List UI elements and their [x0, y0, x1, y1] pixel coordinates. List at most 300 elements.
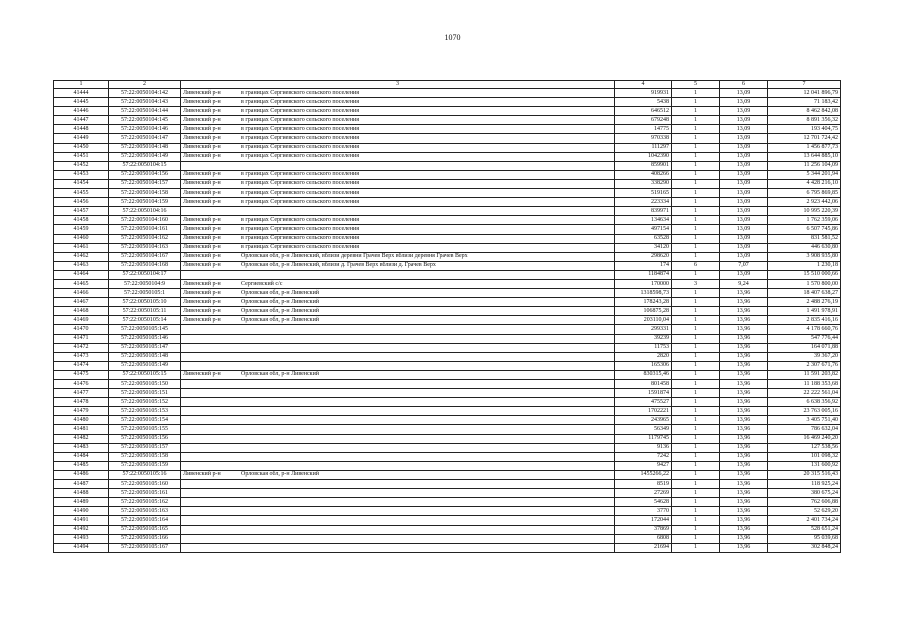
area-cell: 2820 — [615, 352, 672, 361]
address-cell — [181, 279, 615, 288]
row-number-cell: 41458 — [54, 216, 109, 225]
table-row — [54, 316, 841, 325]
row-number-cell: 41489 — [54, 498, 109, 507]
table-row — [54, 434, 841, 443]
cadastral-value-cell: 95 039,68 — [768, 534, 841, 543]
address-cell — [181, 434, 615, 443]
column-header: 3 — [181, 81, 615, 89]
cadastral-value-cell: 131 600,92 — [768, 461, 841, 470]
location-text: Орловская обл, р-н Ливенский — [241, 307, 320, 314]
group-cell: 1 — [672, 216, 720, 225]
specific-value-cell: 13,96 — [720, 543, 768, 552]
group-cell: 1 — [672, 134, 720, 143]
group-cell: 6 — [672, 261, 720, 270]
area-cell: 106875,28 — [615, 307, 672, 316]
specific-value-cell: 13,96 — [720, 307, 768, 316]
row-number-cell: 41483 — [54, 443, 109, 452]
address-cell — [181, 125, 615, 134]
district-text: Ливенский р-н — [183, 107, 221, 114]
table-row — [54, 398, 841, 407]
cadastral-value-cell: 18 407 638,27 — [768, 289, 841, 298]
address-cell — [181, 107, 615, 116]
cadastral-number-cell: 57:22:0050104:149 — [109, 152, 181, 161]
address-cell — [181, 352, 615, 361]
cadastral-value-cell: 101 098,32 — [768, 452, 841, 461]
address-cell — [181, 425, 615, 434]
specific-value-cell: 13,96 — [720, 516, 768, 525]
table-row — [54, 470, 841, 479]
row-number-cell: 41486 — [54, 470, 109, 479]
cadastral-number-cell: 57:22:0050104:145 — [109, 116, 181, 125]
cadastral-number-cell: 57:22:0050105:165 — [109, 525, 181, 534]
table-row — [54, 179, 841, 188]
area-cell: 299331 — [615, 325, 672, 334]
cadastral-value-cell: 15 510 000,66 — [768, 270, 841, 279]
table-row — [54, 507, 841, 516]
area-cell: 8519 — [615, 480, 672, 489]
specific-value-cell: 13,96 — [720, 498, 768, 507]
specific-value-cell: 13,09 — [720, 270, 768, 279]
cadastral-value-cell: 6 638 356,92 — [768, 398, 841, 407]
address-cell — [181, 198, 615, 207]
district-text: Ливенский р-н — [183, 289, 221, 296]
area-cell: 1042390 — [615, 152, 672, 161]
cadastral-value-cell: 13 644 885,10 — [768, 152, 841, 161]
area-cell: 39239 — [615, 334, 672, 343]
cadastral-number-cell: 57:22:0050105:159 — [109, 461, 181, 470]
address-cell — [181, 270, 615, 279]
location-text: в границах Сергиевского сельского поселения — [241, 153, 360, 160]
specific-value-cell: 13,96 — [720, 352, 768, 361]
table-row — [54, 343, 841, 352]
cadastral-value-cell: 8 462 842,08 — [768, 107, 841, 116]
area-cell: 3770 — [615, 507, 672, 516]
cadastral-number-cell: 57:22:0050105:11 — [109, 307, 181, 316]
district-text: Ливенский р-н — [183, 198, 221, 205]
district-text: Ливенский р-н — [183, 262, 221, 269]
cadastral-number-cell: 57:22:0050105:150 — [109, 380, 181, 389]
address-cell — [181, 461, 615, 470]
specific-value-cell: 13,96 — [720, 452, 768, 461]
specific-value-cell: 13,96 — [720, 507, 768, 516]
location-text: Орловская обл, р-н Ливенский — [241, 471, 320, 478]
row-number-cell: 41488 — [54, 489, 109, 498]
specific-value-cell: 13,09 — [720, 225, 768, 234]
area-cell: 7242 — [615, 452, 672, 461]
area-cell: 27269 — [615, 489, 672, 498]
district-text: Ливенский р-н — [183, 316, 221, 323]
cadastral-value-cell: 762 606,88 — [768, 498, 841, 507]
area-cell: 165306 — [615, 361, 672, 370]
cadastral-number-cell: 57:22:0050104:156 — [109, 170, 181, 179]
cadastral-number-cell: 57:22:0050104:144 — [109, 107, 181, 116]
cadastral-number-cell: 57:22:0050105:15 — [109, 370, 181, 379]
district-text: Ливенский р-н — [183, 235, 221, 242]
table-row — [54, 389, 841, 398]
page-number: 1070 — [444, 33, 461, 42]
cadastral-value-cell: 6 507 745,86 — [768, 225, 841, 234]
table-row — [54, 116, 841, 125]
row-number-cell: 41464 — [54, 270, 109, 279]
location-text: Сергиевский с/с — [241, 280, 283, 287]
row-number-cell: 41468 — [54, 307, 109, 316]
cadastral-value-cell: 831 581,52 — [768, 234, 841, 243]
row-number-cell: 41494 — [54, 543, 109, 552]
specific-value-cell: 7,07 — [720, 261, 768, 270]
district-text: Ливенский р-н — [183, 225, 221, 232]
address-cell — [181, 298, 615, 307]
specific-value-cell: 13,96 — [720, 489, 768, 498]
row-number-cell: 41445 — [54, 98, 109, 107]
specific-value-cell: 13,09 — [720, 161, 768, 170]
specific-value-cell: 13,09 — [720, 125, 768, 134]
address-cell — [181, 507, 615, 516]
group-cell: 1 — [672, 543, 720, 552]
cadastral-value-cell: 528 651,24 — [768, 525, 841, 534]
cadastral-value-cell: 164 071,88 — [768, 343, 841, 352]
group-cell: 1 — [672, 225, 720, 234]
cadastral-number-cell: 57:22:0050104:157 — [109, 179, 181, 188]
address-cell — [181, 380, 615, 389]
specific-value-cell: 13,96 — [720, 461, 768, 470]
area-cell: 174 — [615, 261, 672, 270]
group-cell: 1 — [672, 452, 720, 461]
specific-value-cell: 13,09 — [720, 189, 768, 198]
group-cell: 1 — [672, 170, 720, 179]
table-row — [54, 107, 841, 116]
location-text: в границах Сергиевского сельского поселения — [241, 89, 360, 96]
district-text: Ливенский р-н — [183, 171, 221, 178]
column-header: 6 — [720, 81, 768, 89]
district-text: Ливенский р-н — [183, 89, 221, 96]
table-row — [54, 170, 841, 179]
area-cell: 1318598,73 — [615, 289, 672, 298]
location-text: Орловская обл, р-н Ливенский, вблизи д. Грачев Верх вблизи д. Грачев Верх — [241, 262, 436, 269]
cadastral-value-cell: 3 908 935,80 — [768, 252, 841, 261]
table-row — [54, 352, 841, 361]
row-number-cell: 41492 — [54, 525, 109, 534]
cadastral-number-cell: 57:22:0050105:10 — [109, 298, 181, 307]
group-cell: 1 — [672, 307, 720, 316]
table-row — [54, 270, 841, 279]
group-cell: 1 — [672, 107, 720, 116]
column-header: 5 — [672, 81, 720, 89]
row-number-cell: 41450 — [54, 143, 109, 152]
location-text: в границах Сергиевского сельского поселения — [241, 171, 360, 178]
address-cell — [181, 389, 615, 398]
specific-value-cell: 13,09 — [720, 198, 768, 207]
group-cell: 1 — [672, 516, 720, 525]
table-row — [54, 452, 841, 461]
cadastral-value-cell: 10 995 220,39 — [768, 207, 841, 216]
cadastral-value-cell: 2 488 276,19 — [768, 298, 841, 307]
cadastral-value-cell: 11 256 104,09 — [768, 161, 841, 170]
district-text: Ливенский р-н — [183, 253, 221, 260]
specific-value-cell: 13,96 — [720, 389, 768, 398]
address-cell — [181, 361, 615, 370]
table-row — [54, 225, 841, 234]
group-cell: 1 — [672, 298, 720, 307]
cadastral-number-cell: 57:22:0050105:153 — [109, 407, 181, 416]
table-row — [54, 543, 841, 552]
specific-value-cell: 13,96 — [720, 425, 768, 434]
cadastral-number-cell: 57:22:0050105:163 — [109, 507, 181, 516]
area-cell: 475527 — [615, 398, 672, 407]
row-number-cell: 41471 — [54, 334, 109, 343]
group-cell: 1 — [672, 425, 720, 434]
area-cell: 178243,28 — [615, 298, 672, 307]
table-row — [54, 461, 841, 470]
row-number-cell: 41490 — [54, 507, 109, 516]
cadastral-number-cell: 57:22:0050105:146 — [109, 334, 181, 343]
table-row — [54, 161, 841, 170]
address-cell — [181, 243, 615, 252]
address-cell — [181, 152, 615, 161]
row-number-cell: 41467 — [54, 298, 109, 307]
cadastral-number-cell: 57:22:0050105:156 — [109, 434, 181, 443]
table-row — [54, 216, 841, 225]
area-cell: 1184874 — [615, 270, 672, 279]
cadastral-value-table — [53, 80, 841, 553]
row-number-cell: 41479 — [54, 407, 109, 416]
cadastral-value-cell: 22 222 561,04 — [768, 389, 841, 398]
area-cell: 519165 — [615, 189, 672, 198]
area-cell: 5438 — [615, 98, 672, 107]
group-cell: 1 — [672, 389, 720, 398]
location-text: Орловская обл, р-н Ливенский — [241, 316, 320, 323]
area-cell: 172044 — [615, 516, 672, 525]
row-number-cell: 41451 — [54, 152, 109, 161]
address-cell — [181, 98, 615, 107]
cadastral-value-cell: 20 315 516,43 — [768, 470, 841, 479]
location-text: в границах Сергиевского сельского поселения — [241, 189, 360, 196]
location-text: Орловская обл, р-н Ливенский, вблизи деревни Грачев Верх вблизи деревня Грачев Верх — [241, 253, 468, 260]
table-row — [54, 407, 841, 416]
specific-value-cell: 13,96 — [720, 416, 768, 425]
specific-value-cell: 13,09 — [720, 152, 768, 161]
row-number-cell: 41448 — [54, 125, 109, 134]
area-cell: 801458 — [615, 380, 672, 389]
table-row — [54, 125, 841, 134]
group-cell: 1 — [672, 316, 720, 325]
address-cell — [181, 225, 615, 234]
cadastral-number-cell: 57:22:0050105:149 — [109, 361, 181, 370]
group-cell: 1 — [672, 525, 720, 534]
table-row — [54, 307, 841, 316]
district-text: Ливенский р-н — [183, 153, 221, 160]
group-cell: 1 — [672, 434, 720, 443]
address-cell — [181, 161, 615, 170]
group-cell: 1 — [672, 325, 720, 334]
group-cell: 1 — [672, 461, 720, 470]
area-cell: 170000 — [615, 279, 672, 288]
location-text: Орловская обл, р-н Ливенский — [241, 371, 320, 378]
row-number-cell: 41466 — [54, 289, 109, 298]
area-cell: 111297 — [615, 143, 672, 152]
cadastral-number-cell: 57:22:0050104:163 — [109, 243, 181, 252]
specific-value-cell: 13,09 — [720, 107, 768, 116]
cadastral-number-cell: 57:22:0050105:1 — [109, 289, 181, 298]
cadastral-value-cell: 1 456 877,73 — [768, 143, 841, 152]
specific-value-cell: 13,96 — [720, 361, 768, 370]
table-row — [54, 325, 841, 334]
area-cell: 646512 — [615, 107, 672, 116]
row-number-cell: 41478 — [54, 398, 109, 407]
cadastral-value-cell: 2 307 671,76 — [768, 361, 841, 370]
group-cell: 1 — [672, 443, 720, 452]
table-row — [54, 234, 841, 243]
cadastral-number-cell: 57:22:0050104:160 — [109, 216, 181, 225]
row-number-cell: 41455 — [54, 189, 109, 198]
row-number-cell: 41462 — [54, 252, 109, 261]
specific-value-cell: 13,96 — [720, 443, 768, 452]
cadastral-number-cell: 57:22:0050105:162 — [109, 498, 181, 507]
cadastral-value-cell: 16 469 240,20 — [768, 434, 841, 443]
specific-value-cell: 13,09 — [720, 134, 768, 143]
table-row — [54, 243, 841, 252]
area-cell: 679248 — [615, 116, 672, 125]
table-row — [54, 489, 841, 498]
group-cell: 1 — [672, 243, 720, 252]
area-cell: 203110,04 — [615, 316, 672, 325]
row-number-cell: 41459 — [54, 225, 109, 234]
table-row — [54, 143, 841, 152]
group-cell: 3 — [672, 279, 720, 288]
address-cell — [181, 398, 615, 407]
location-text: Орловская обл, р-н Ливенский — [241, 289, 320, 296]
group-cell: 1 — [672, 470, 720, 479]
table-row — [54, 261, 841, 270]
specific-value-cell: 13,96 — [720, 298, 768, 307]
district-text: Ливенский р-н — [183, 280, 221, 287]
area-cell: 37869 — [615, 525, 672, 534]
location-text: Орловская обл, р-н Ливенский — [241, 298, 320, 305]
group-cell: 1 — [672, 116, 720, 125]
cadastral-number-cell: 57:22:0050105:160 — [109, 480, 181, 489]
cadastral-number-cell: 57:22:0050105:16 — [109, 470, 181, 479]
group-cell: 1 — [672, 125, 720, 134]
location-text: в границах Сергиевского сельского поселения — [241, 107, 360, 114]
cadastral-number-cell: 57:22:0050104:17 — [109, 270, 181, 279]
cadastral-value-cell: 446 630,80 — [768, 243, 841, 252]
column-header: 2 — [109, 81, 181, 89]
table-row — [54, 361, 841, 370]
group-cell: 1 — [672, 152, 720, 161]
area-cell: 134634 — [615, 216, 672, 225]
location-text: в границах Сергиевского сельского поселения — [241, 225, 360, 232]
area-cell: 830315,46 — [615, 370, 672, 379]
group-cell: 1 — [672, 416, 720, 425]
cadastral-value-cell: 8 891 356,32 — [768, 116, 841, 125]
cadastral-value-cell: 6 795 869,85 — [768, 189, 841, 198]
group-cell: 1 — [672, 370, 720, 379]
cadastral-value-cell: 12 701 724,42 — [768, 134, 841, 143]
area-cell: 54628 — [615, 498, 672, 507]
cadastral-value-cell: 5 344 201,94 — [768, 170, 841, 179]
specific-value-cell: 13,96 — [720, 325, 768, 334]
area-cell: 34120 — [615, 243, 672, 252]
group-cell: 1 — [672, 161, 720, 170]
specific-value-cell: 13,09 — [720, 143, 768, 152]
address-cell — [181, 443, 615, 452]
cadastral-number-cell: 57:22:0050104:158 — [109, 189, 181, 198]
area-cell: 9136 — [615, 443, 672, 452]
location-text: в границах Сергиевского сельского поселения — [241, 144, 360, 151]
specific-value-cell: 13,96 — [720, 370, 768, 379]
column-header: 4 — [615, 81, 672, 89]
district-text: Ливенский р-н — [183, 144, 221, 151]
row-number-cell: 41487 — [54, 480, 109, 489]
address-cell — [181, 289, 615, 298]
row-number-cell: 41469 — [54, 316, 109, 325]
row-number-cell: 41476 — [54, 380, 109, 389]
row-number-cell: 41449 — [54, 134, 109, 143]
specific-value-cell: 13,96 — [720, 380, 768, 389]
area-cell: 1702221 — [615, 407, 672, 416]
table-row — [54, 416, 841, 425]
area-cell: 919931 — [615, 89, 672, 98]
location-text: в границах Сергиевского сельского поселения — [241, 198, 360, 205]
cadastral-value-cell: 39 367,20 — [768, 352, 841, 361]
cadastral-number-cell: 57:22:0050105:14 — [109, 316, 181, 325]
row-number-cell: 41452 — [54, 161, 109, 170]
address-cell — [181, 316, 615, 325]
address-cell — [181, 116, 615, 125]
specific-value-cell: 13,09 — [720, 98, 768, 107]
table-row — [54, 380, 841, 389]
specific-value-cell: 13,96 — [720, 470, 768, 479]
address-cell — [181, 216, 615, 225]
row-number-cell: 41475 — [54, 370, 109, 379]
address-cell — [181, 343, 615, 352]
area-cell: 9427 — [615, 461, 672, 470]
area-cell: 338290 — [615, 179, 672, 188]
group-cell: 1 — [672, 361, 720, 370]
cadastral-value-cell: 4 178 660,76 — [768, 325, 841, 334]
table-row — [54, 534, 841, 543]
area-cell: 223334 — [615, 198, 672, 207]
cadastral-number-cell: 57:22:0050104:15 — [109, 161, 181, 170]
table-row — [54, 152, 841, 161]
area-cell: 970338 — [615, 134, 672, 143]
row-number-cell: 41453 — [54, 170, 109, 179]
group-cell: 1 — [672, 198, 720, 207]
cadastral-value-cell: 52 629,20 — [768, 507, 841, 516]
specific-value-cell: 13,09 — [720, 89, 768, 98]
group-cell: 1 — [672, 398, 720, 407]
address-cell — [181, 416, 615, 425]
group-cell: 1 — [672, 234, 720, 243]
address-cell — [181, 480, 615, 489]
cadastral-value-cell: 3 405 751,40 — [768, 416, 841, 425]
group-cell: 1 — [672, 334, 720, 343]
table-row — [54, 525, 841, 534]
area-cell: 11753 — [615, 343, 672, 352]
cadastral-value-cell: 1 762 359,06 — [768, 216, 841, 225]
specific-value-cell: 13,09 — [720, 116, 768, 125]
specific-value-cell: 13,96 — [720, 316, 768, 325]
location-text: в границах Сергиевского сельского поселения — [241, 116, 360, 123]
location-text: в границах Сергиевского сельского поселения — [241, 180, 360, 187]
row-number-cell: 41482 — [54, 434, 109, 443]
location-text: в границах Сергиевского сельского поселения — [241, 125, 360, 132]
row-number-cell: 41456 — [54, 198, 109, 207]
area-cell: 408266 — [615, 170, 672, 179]
address-cell — [181, 543, 615, 552]
address-cell — [181, 189, 615, 198]
table-row — [54, 516, 841, 525]
area-cell: 14775 — [615, 125, 672, 134]
